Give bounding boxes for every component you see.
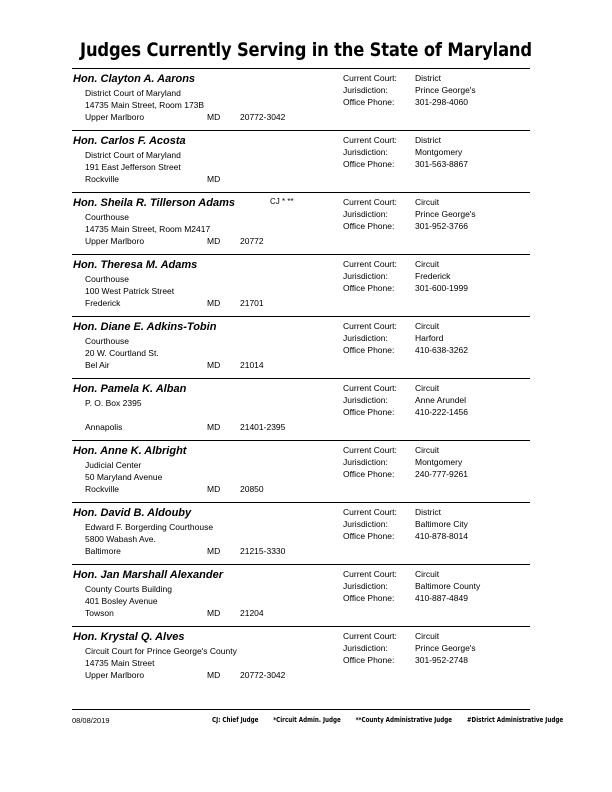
judge-entry [72, 379, 530, 441]
office-phone-label: Office Phone: [343, 97, 395, 107]
office-phone-value: 301-563-8867 [415, 159, 468, 169]
jurisdiction-value: Anne Arundel [415, 395, 467, 405]
jurisdiction-label: Jurisdiction: [343, 209, 388, 219]
judge-entry [72, 193, 530, 255]
office-phone-label: Office Phone: [343, 159, 395, 169]
address-city: Baltimore [85, 546, 121, 556]
footer-legend [212, 716, 576, 724]
jurisdiction-value: Prince George's [415, 209, 476, 219]
jurisdiction-label: Jurisdiction: [343, 643, 388, 653]
office-phone-value: 410-222-1456 [415, 407, 468, 417]
address-line-1: County Courts Building [85, 584, 172, 594]
current-court-label: Current Court: [343, 569, 397, 579]
judge-entry [72, 131, 530, 193]
address-line-1: District Court of Maryland [85, 88, 181, 98]
footer-date: 08/08/2019 [72, 716, 110, 725]
current-court-label: Current Court: [343, 321, 397, 331]
judge-flags: CJ * ** [270, 197, 294, 206]
jurisdiction-label: Jurisdiction: [343, 519, 388, 529]
address-line-2: 14735 Main Street, Room 173B [85, 100, 205, 110]
judge-name: Hon. Diane E. Adkins-Tobin [73, 321, 217, 333]
office-phone-label: Office Phone: [343, 345, 395, 355]
jurisdiction-value: Montgomery [415, 147, 463, 157]
address-line-1: District Court of Maryland [85, 150, 181, 160]
office-phone-value: 410-638-3262 [415, 345, 468, 355]
jurisdiction-value: Montgomery [415, 457, 463, 467]
legend-district-admin: #District Administrative Judge [466, 716, 564, 724]
jurisdiction-label: Jurisdiction: [343, 581, 388, 591]
judge-name: Hon. Theresa M. Adams [73, 259, 198, 271]
judge-name: Hon. Clayton A. Aarons [73, 73, 196, 85]
current-court-label: Current Court: [343, 383, 397, 393]
address-line-1: Edward F. Borgerding Courthouse [85, 522, 214, 532]
address-zip: 21204 [240, 608, 264, 618]
address-line-2: 14735 Main Street, Room M2417 [85, 224, 211, 234]
address-line-1: Courthouse [85, 212, 129, 222]
office-phone-label: Office Phone: [343, 469, 395, 479]
address-state: MD [207, 546, 221, 556]
address-state: MD [207, 484, 221, 494]
address-city: Towson [85, 608, 114, 618]
office-phone-value: 240-777-9261 [415, 469, 468, 479]
current-court-value: Circuit [415, 569, 440, 579]
judge-entry [72, 503, 530, 565]
address-line-2: 5800 Wabash Ave. [85, 534, 156, 544]
address-line-1: Judicial Center [85, 460, 142, 470]
current-court-value: District [415, 73, 441, 83]
jurisdiction-value: Prince George's [415, 85, 476, 95]
address-state: MD [207, 236, 221, 246]
address-city: Upper Marlboro [85, 670, 145, 680]
current-court-value: Circuit [415, 445, 440, 455]
address-zip: 20772 [240, 236, 264, 246]
address-city: Annapolis [85, 422, 123, 432]
jurisdiction-value: Baltimore County [415, 581, 481, 591]
footer-divider [72, 709, 530, 710]
address-line-2: 14735 Main Street [85, 658, 155, 668]
office-phone-label: Office Phone: [343, 593, 395, 603]
address-zip: 21215-3330 [240, 546, 286, 556]
current-court-label: Current Court: [343, 631, 397, 641]
judge-entry [72, 441, 530, 503]
current-court-label: Current Court: [343, 135, 397, 145]
address-state: MD [207, 670, 221, 680]
judge-entry [72, 317, 530, 379]
judge-name: Hon. Carlos F. Acosta [73, 135, 186, 147]
address-state: MD [207, 112, 221, 122]
office-phone-value: 301-600-1999 [415, 283, 468, 293]
jurisdiction-label: Jurisdiction: [343, 147, 388, 157]
address-line-1: Courthouse [85, 274, 129, 284]
current-court-label: Current Court: [343, 197, 397, 207]
judge-entry [72, 565, 530, 627]
judge-name: Hon. Jan Marshall Alexander [73, 569, 223, 581]
current-court-value: Circuit [415, 321, 440, 331]
address-zip: 21701 [240, 298, 264, 308]
address-line-1: Courthouse [85, 336, 129, 346]
address-line-2: 100 West Patrick Street [85, 286, 175, 296]
address-line-2: 191 East Jefferson Street [85, 162, 181, 172]
judge-entry [72, 255, 530, 317]
address-city: Rockville [85, 174, 120, 184]
address-zip: 20850 [240, 484, 264, 494]
office-phone-label: Office Phone: [343, 655, 395, 665]
page-title: Judges Currently Serving in the State of Maryland [80, 39, 532, 61]
office-phone-value: 410-878-8014 [415, 531, 468, 541]
address-city: Upper Marlboro [85, 112, 145, 122]
address-state: MD [207, 422, 221, 432]
judge-name: Hon. Anne K. Albright [73, 445, 187, 457]
current-court-value: Circuit [415, 259, 440, 269]
judge-name: Hon. Krystal Q. Alves [73, 631, 185, 643]
office-phone-label: Office Phone: [343, 221, 395, 231]
address-state: MD [207, 174, 221, 184]
judge-list [72, 69, 530, 689]
jurisdiction-value: Frederick [415, 271, 451, 281]
legend-circuit-admin: *Circuit Admin. Judge [273, 716, 341, 724]
jurisdiction-value: Harford [415, 333, 444, 343]
jurisdiction-value: Baltimore City [415, 519, 468, 529]
office-phone-value: 301-952-2748 [415, 655, 468, 665]
current-court-value: Circuit [415, 383, 440, 393]
office-phone-value: 410-887-4849 [415, 593, 468, 603]
address-state: MD [207, 608, 221, 618]
office-phone-label: Office Phone: [343, 531, 395, 541]
address-line-2: 401 Bosley Avenue [85, 596, 158, 606]
address-line-2: 50 Maryland Avenue [85, 472, 163, 482]
judge-entry [72, 69, 530, 131]
jurisdiction-label: Jurisdiction: [343, 271, 388, 281]
judge-name: Hon. Sheila R. Tillerson Adams [73, 197, 235, 209]
address-city: Frederick [85, 298, 121, 308]
legend-county-admin: **County Administrative Judge [355, 716, 453, 724]
address-city: Rockville [85, 484, 120, 494]
judge-name: Hon. Pamela K. Alban [73, 383, 187, 395]
address-zip: 20772-3042 [240, 112, 286, 122]
address-zip: 21401-2395 [240, 422, 286, 432]
office-phone-value: 301-298-4060 [415, 97, 468, 107]
address-city: Bel Air [85, 360, 110, 370]
address-state: MD [207, 298, 221, 308]
address-line-1: P. O. Box 2395 [85, 398, 142, 408]
current-court-label: Current Court: [343, 507, 397, 517]
current-court-label: Current Court: [343, 445, 397, 455]
current-court-value: District [415, 135, 441, 145]
office-phone-label: Office Phone: [343, 283, 395, 293]
jurisdiction-value: Prince George's [415, 643, 476, 653]
judge-entry [72, 627, 530, 689]
current-court-label: Current Court: [343, 259, 397, 269]
jurisdiction-label: Jurisdiction: [343, 457, 388, 467]
office-phone-value: 301-952-3766 [415, 221, 468, 231]
jurisdiction-label: Jurisdiction: [343, 395, 388, 405]
address-line-2: 20 W. Courtland St. [85, 348, 159, 358]
current-court-value: District [415, 507, 441, 517]
judge-name: Hon. David B. Aldouby [73, 507, 192, 519]
current-court-label: Current Court: [343, 73, 397, 83]
address-state: MD [207, 360, 221, 370]
address-line-1: Circuit Court for Prince George's County [85, 646, 237, 656]
office-phone-label: Office Phone: [343, 407, 395, 417]
jurisdiction-label: Jurisdiction: [343, 85, 388, 95]
address-city: Upper Marlboro [85, 236, 145, 246]
current-court-value: Circuit [415, 197, 440, 207]
legend-chief-judge: CJ: Chief Judge [212, 716, 259, 724]
jurisdiction-label: Jurisdiction: [343, 333, 388, 343]
current-court-value: Circuit [415, 631, 440, 641]
address-zip: 21014 [240, 360, 264, 370]
address-zip: 20772-3042 [240, 670, 286, 680]
